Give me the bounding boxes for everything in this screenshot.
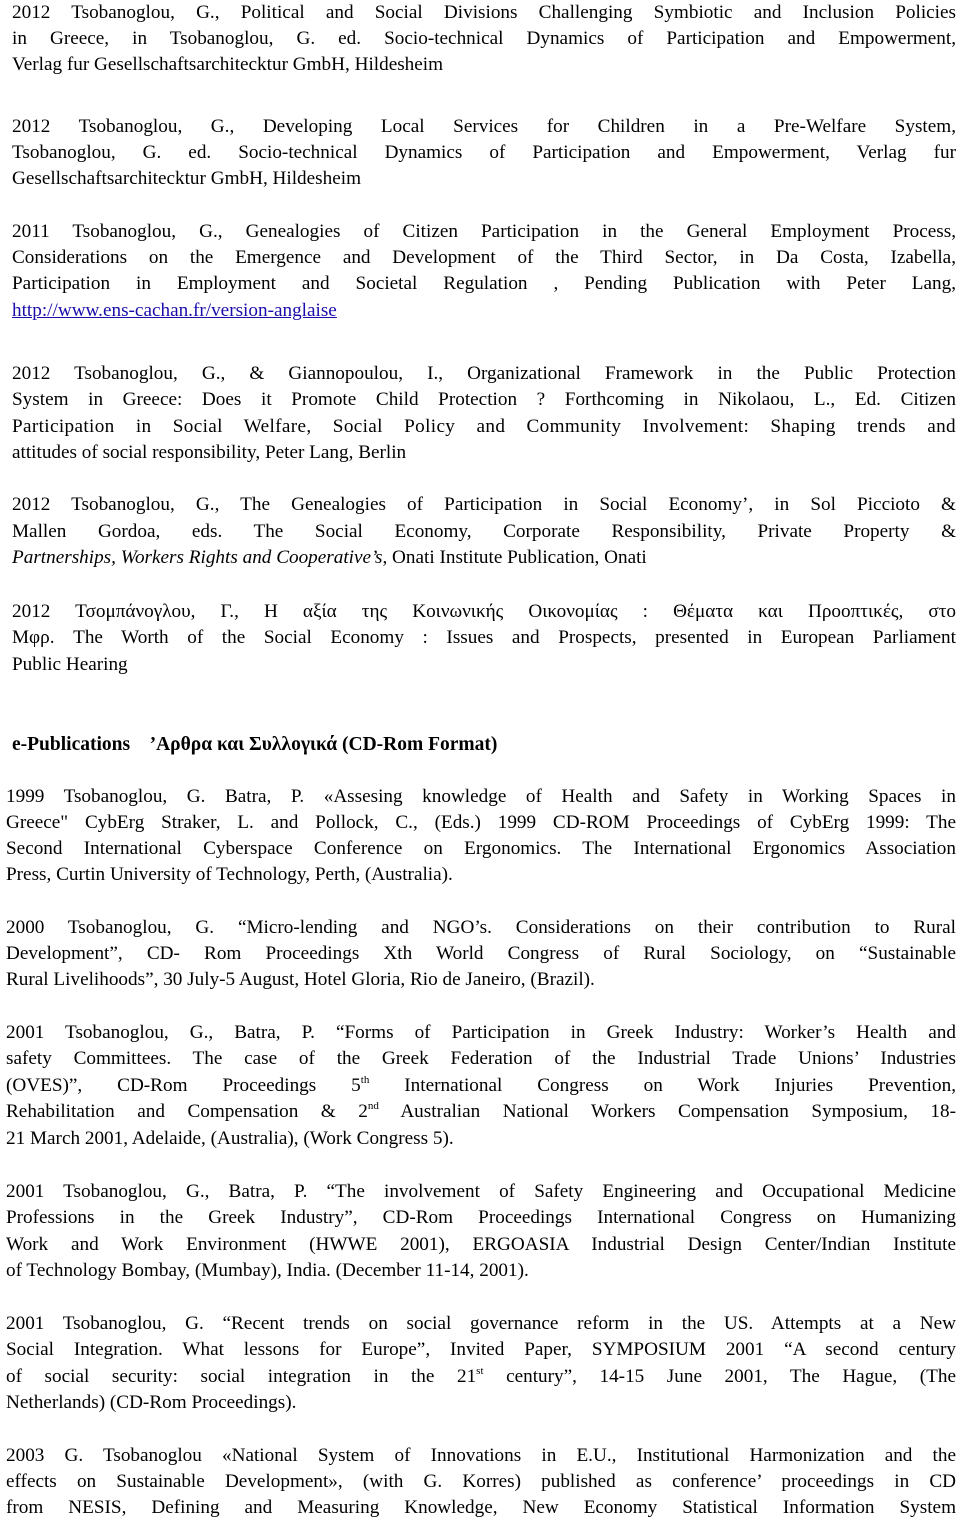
epub-line: Netherlands) (CD-Rom Proceedings). [6,1392,297,1413]
entry-line: 2012 Tsobanoglou, G., Political and Social Divisions Challenging Symbiotic and Inclusion Policies [12,2,956,23]
superscript: nd [367,1099,379,1112]
epub-line: 21 March 2001, Adelaide, (Australia), (Work Congress 5). [6,1128,454,1149]
epub-text: of social security: social integration in the 21 [6,1366,477,1387]
superscript: st [476,1364,484,1377]
entry-line: 2012 Τσομπάνογλου, Γ., Η αξία της Κοινωνικής Οικονομίας : Θέματα και Προοπτικές, στο [12,601,956,622]
epub-line: Press, Curtin University of Technology, Perth, (Australia). [6,864,453,885]
section-heading: e-Publications ’Αρθρα και Συλλογικά (CD-Rom Format) [12,734,498,755]
entry-line: Public Hearing [12,654,128,675]
entry-line: attitudes of social responsibility, Peter Lang, Berlin [12,442,407,463]
entry-line: Mallen Gordoa, eds. The Social Economy, Corporate Responsibility, Private Property & [12,521,956,542]
epub-line [6,1364,956,1390]
epub-line: 2001 Tsobanoglou, G., Batra, P. “The involvement of Safety Engineering and Occupational Medicine [6,1181,956,1202]
epub-line: 2000 Tsobanoglou, G. “Micro-lending and NGO’s. Considerations on their contribution to Rural [6,917,956,938]
epub-line: Development”, CD- Rom Proceedings Xth World Congress of Rural Sociology, on “Sustainable [6,943,956,964]
entry-line: 2012 Tsobanoglou, G., Developing Local Services for Children in a Pre-Welfare System, [12,116,956,137]
entry-line: Gesellschaftsarchitecktur GmbH, Hildesheim [12,168,362,189]
epub-line: effects on Sustainable Development», (with G. Korres) published as conference’ proceedings in CD [6,1471,956,1492]
entry-line: Tsobanoglou, G. ed. Socio-technical Dynamics of Participation and Empowerment, Verlag fur [12,142,956,163]
entry-line: in Greece, in Tsobanoglou, G. ed. Socio-technical Dynamics of Participation and Empowerment, [12,28,956,49]
epub-text: century”, 14-15 June 2001, The Hague, (The [483,1366,956,1387]
epub-text: Australian National Workers Compensation Symposium, 18- [378,1101,956,1122]
epub-text: Rehabilitation and Compensation & 2 [6,1101,368,1122]
entry-line: 2012 Tsobanoglou, G., The Genealogies of Participation in Social Economy’, in Sol Piccioto & [12,494,956,515]
version-anglaise-link[interactable]: http://www.ens-cachan.fr/version-anglaise [12,300,337,321]
epub-line: 2001 Tsobanoglou, G., Batra, P. “Forms of Participation in Greek Industry: Worker’s Health and [6,1022,956,1043]
entry-line: Considerations on the Emergence and Development of the Third Sector, in Da Costa, Izabella, [12,247,956,268]
epub-line: Greece" CybErg Straker, L. and Pollock, C., (Eds.) 1999 CD-ROM Proceedings of CybErg 1999: The [6,812,956,833]
epub-line: Rural Livelihoods”, 30 July-5 August, Hotel Gloria, Rio de Janeiro, (Brazil). [6,969,595,990]
superscript: th [360,1073,370,1086]
entry-line: Participation in Employment and Societal Regulation , Pending Publication with Peter Lang, [12,273,956,294]
entry-line: Μφρ. The Worth of the Social Economy : Issues and Prospects, presented in European Parliament [12,627,956,648]
epub-line: Second International Cyberspace Conference on Ergonomics. The International Ergonomics Association [6,838,956,859]
epub-line [6,1099,956,1125]
epub-line: 1999 Tsobanoglou, G. Batra, P. «Assesing knowledge of Health and Safety in Working Spaces in [6,786,956,807]
epub-line: 2003 G. Tsobanoglou «National System of Innovations in E.U., Institutional Harmonization and the [6,1445,956,1466]
epub-line [6,1073,956,1099]
link-line [12,298,956,324]
entry-tail: , Onati Institute Publication, Onati [382,547,647,568]
epub-line: safety Committees. The case of the Greek Federation of the Industrial Trade Unions’ Industries [6,1048,956,1069]
epub-line: Professions in the Greek Industry”, CD-Rom Proceedings International Congress on Humanizing [6,1207,956,1228]
entry-line: 2011 Tsobanoglou, G., Genealogies of Citizen Participation in the General Employment Process, [12,221,956,242]
entry-line: Verlag fur Gesellschaftsarchitecktur GmbH, Hildesheim [12,54,444,75]
entry-line: 2012 Tsobanoglou, G., & Giannopoulou, I., Organizational Framework in the Public Protection [12,363,956,384]
entry-line [12,545,956,571]
epub-text: (OVES)”, CD-Rom Proceedings 5 [6,1075,361,1096]
epub-text: International Congress on Work Injuries Prevention, [369,1075,956,1096]
epub-line: Work and Work Environment (HWWE 2001), ERGOASIA Industrial Design Center/Indian Institute [6,1234,956,1255]
epub-line: from NESIS, Defining and Measuring Knowledge, New Economy Statistical Information System [6,1497,956,1518]
entry-line: Participation in Social Welfare, Social Policy and Community Involvement: Shaping trends and [12,416,956,437]
epub-line: 2001 Tsobanoglou, G. “Recent trends on social governance reform in the US. Attempts at a New [6,1313,956,1334]
entry-line: System in Greece: Does it Promote Child Protection ? Forthcoming in Nikolaou, L., Ed. Citizen [12,389,956,410]
epub-line: Social Integration. What lessons for Europe”, Invited Paper, SYMPOSIUM 2001 “A second century [6,1339,956,1360]
epub-line: of Technology Bombay, (Mumbay), India. (December 11-14, 2001). [6,1260,529,1281]
italic-title: Partnerships, Workers Rights and Cooperative’s [12,547,383,568]
